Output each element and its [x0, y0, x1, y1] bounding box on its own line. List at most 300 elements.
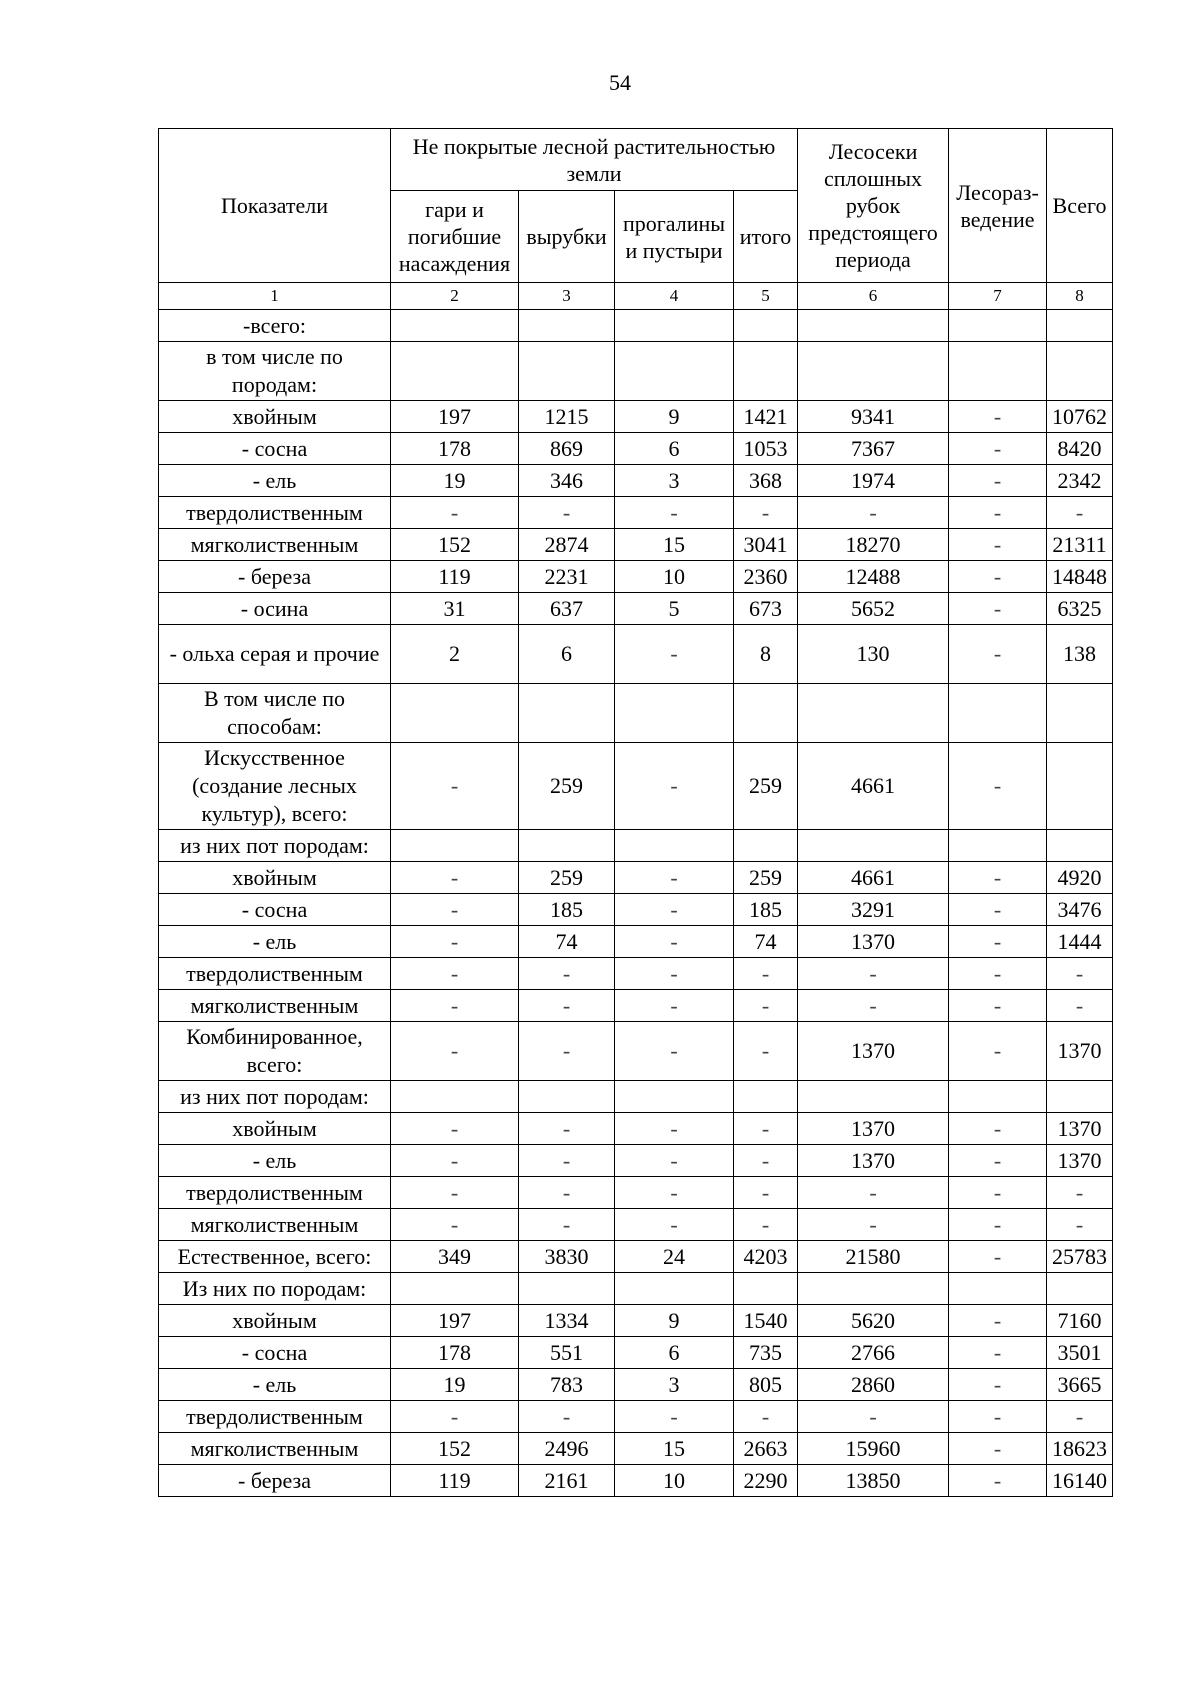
table-cell: - [949, 926, 1047, 958]
column-number: 6 [798, 283, 949, 310]
table-cell [734, 310, 798, 342]
row-label: - осина [159, 593, 391, 625]
row-label: Искусственное (создание лесных культур), всего: [159, 743, 391, 830]
row-label: - сосна [159, 1337, 391, 1369]
table-cell: - [1047, 990, 1113, 1022]
header-burnt: гари и погибшие насаждения [391, 191, 519, 283]
table-cell: 18270 [798, 529, 949, 561]
header-glades: прогалины и пустыри [615, 191, 734, 283]
table-row [159, 894, 1113, 926]
table-cell: 3 [615, 1369, 734, 1401]
table-row [159, 1177, 1113, 1209]
table-cell [615, 1081, 734, 1113]
table-cell: - [949, 862, 1047, 894]
table-cell: 4920 [1047, 862, 1113, 894]
table-cell: - [1047, 1177, 1113, 1209]
table-row [159, 433, 1113, 465]
table-cell [798, 342, 949, 401]
table-cell: - [519, 990, 615, 1022]
table-cell: - [949, 401, 1047, 433]
row-label: твердолиственным [159, 497, 391, 529]
table-cell: 6 [615, 1337, 734, 1369]
table-cell: - [798, 958, 949, 990]
row-label: твердолиственным [159, 1401, 391, 1433]
table-cell: 637 [519, 593, 615, 625]
table-cell [949, 684, 1047, 743]
table-cell: - [949, 958, 1047, 990]
table-cell: - [519, 1145, 615, 1177]
header-total: Всего [1047, 129, 1113, 283]
table-cell: - [798, 1209, 949, 1241]
column-number: 3 [519, 283, 615, 310]
row-label: твердолиственным [159, 958, 391, 990]
table-cell: - [391, 743, 519, 830]
table-row [159, 561, 1113, 593]
table-cell: - [615, 743, 734, 830]
table-cell: - [734, 1145, 798, 1177]
table-cell: - [949, 1465, 1047, 1497]
row-label: - ель [159, 465, 391, 497]
table-cell: 15 [615, 529, 734, 561]
table-cell [734, 342, 798, 401]
table-cell [519, 342, 615, 401]
table-cell: 10762 [1047, 401, 1113, 433]
header-uncovered-group: Не покрытые лесной растительностью земли [391, 129, 798, 191]
table-cell: 5620 [798, 1305, 949, 1337]
table-cell: 2 [391, 625, 519, 684]
table-cell: - [615, 497, 734, 529]
table-cell: 9 [615, 1305, 734, 1337]
table-cell: - [734, 1177, 798, 1209]
table-cell: 1370 [1047, 1113, 1113, 1145]
table-cell: 2860 [798, 1369, 949, 1401]
table-cell: - [391, 497, 519, 529]
row-label: - сосна [159, 433, 391, 465]
row-label: Естественное, всего: [159, 1241, 391, 1273]
table-cell: 130 [798, 625, 949, 684]
table-cell [391, 684, 519, 743]
table-cell: 346 [519, 465, 615, 497]
column-number-row [159, 283, 1113, 310]
table-cell: 185 [734, 894, 798, 926]
row-label: в том числе по породам: [159, 342, 391, 401]
table-cell: 1370 [798, 1113, 949, 1145]
table-cell: - [949, 743, 1047, 830]
row-label: Комбинированное, всего: [159, 1022, 391, 1081]
table-cell: 259 [734, 862, 798, 894]
table-cell: - [615, 894, 734, 926]
table-cell: 74 [519, 926, 615, 958]
table-row [159, 1241, 1113, 1273]
table-cell: 1370 [1047, 1145, 1113, 1177]
table-cell: - [615, 1209, 734, 1241]
table-cell: 1215 [519, 401, 615, 433]
table-cell: - [949, 561, 1047, 593]
table-cell [1047, 1273, 1113, 1305]
table-cell: 2663 [734, 1433, 798, 1465]
table-cell: 1370 [798, 1145, 949, 1177]
table-row [159, 1145, 1113, 1177]
table-row [159, 401, 1113, 433]
table-cell: - [798, 497, 949, 529]
table-row [159, 1022, 1113, 1081]
table-cell: 2342 [1047, 465, 1113, 497]
table-cell: - [615, 1177, 734, 1209]
row-label: - береза [159, 1465, 391, 1497]
row-label: В том числе по способам: [159, 684, 391, 743]
table-row [159, 1113, 1113, 1145]
table-cell: 735 [734, 1337, 798, 1369]
table-cell [391, 830, 519, 862]
table-cell: - [734, 958, 798, 990]
table-cell: - [734, 990, 798, 1022]
table-cell [949, 342, 1047, 401]
column-number: 5 [734, 283, 798, 310]
table-cell: - [949, 1305, 1047, 1337]
table-cell: 551 [519, 1337, 615, 1369]
table-cell [734, 1273, 798, 1305]
table-cell: 178 [391, 433, 519, 465]
table-cell: 4661 [798, 743, 949, 830]
table-cell [519, 684, 615, 743]
table-row [159, 990, 1113, 1022]
row-label: мягколиственным [159, 1209, 391, 1241]
table-cell: 4203 [734, 1241, 798, 1273]
table-cell: 5 [615, 593, 734, 625]
table-cell: - [391, 990, 519, 1022]
table-cell: - [615, 1145, 734, 1177]
table-cell: - [949, 433, 1047, 465]
table-cell: - [391, 1113, 519, 1145]
table-cell: - [1047, 497, 1113, 529]
table-cell: - [615, 926, 734, 958]
table-cell: 9341 [798, 401, 949, 433]
column-number: 7 [949, 283, 1047, 310]
table-cell: - [949, 1241, 1047, 1273]
table-cell [615, 684, 734, 743]
row-label: - ольха серая и прочие [159, 625, 391, 684]
table-cell: 3501 [1047, 1337, 1113, 1369]
table-cell: 2496 [519, 1433, 615, 1465]
table-row [159, 1081, 1113, 1113]
table-cell: 185 [519, 894, 615, 926]
table-row [159, 862, 1113, 894]
table-row [159, 1433, 1113, 1465]
table-cell: 3665 [1047, 1369, 1113, 1401]
table-cell: - [615, 1401, 734, 1433]
table-row [159, 830, 1113, 862]
table-cell: 2874 [519, 529, 615, 561]
table-cell: 5652 [798, 593, 949, 625]
table-cell: - [519, 1209, 615, 1241]
table-cell: 259 [519, 743, 615, 830]
table-cell: 15 [615, 1433, 734, 1465]
table-cell: 3830 [519, 1241, 615, 1273]
table-cell: 16140 [1047, 1465, 1113, 1497]
header-cuttings: вырубки [519, 191, 615, 283]
table-cell: - [1047, 958, 1113, 990]
table-cell: 31 [391, 593, 519, 625]
table-row [159, 529, 1113, 561]
row-label: Из них по породам: [159, 1273, 391, 1305]
table-cell: 6 [519, 625, 615, 684]
table-row [159, 1273, 1113, 1305]
table-cell: - [949, 1022, 1047, 1081]
table-cell: 259 [519, 862, 615, 894]
table-cell: 21580 [798, 1241, 949, 1273]
table-cell: - [391, 1022, 519, 1081]
table-row [159, 926, 1113, 958]
table-header [159, 129, 1113, 310]
table-cell: - [391, 1401, 519, 1433]
row-label: мягколиственным [159, 529, 391, 561]
table-cell [615, 342, 734, 401]
header-subtotal: итого [734, 191, 798, 283]
table-cell: - [391, 1177, 519, 1209]
table-cell: 1444 [1047, 926, 1113, 958]
table-cell: - [949, 1337, 1047, 1369]
forest-data-table [158, 128, 1113, 1497]
table-cell: - [1047, 1401, 1113, 1433]
table-cell: - [519, 1113, 615, 1145]
table-cell: 12488 [798, 561, 949, 593]
table-cell [391, 310, 519, 342]
table-cell: 783 [519, 1369, 615, 1401]
table-cell: - [615, 958, 734, 990]
table-cell: - [734, 1209, 798, 1241]
table-cell: 7160 [1047, 1305, 1113, 1337]
table-cell: 2766 [798, 1337, 949, 1369]
table-cell: - [949, 1209, 1047, 1241]
table-cell: - [734, 1401, 798, 1433]
row-label: хвойным [159, 401, 391, 433]
table-cell [949, 830, 1047, 862]
table-cell [519, 1081, 615, 1113]
table-row [159, 958, 1113, 990]
table-cell [798, 1273, 949, 1305]
table-row [159, 1465, 1113, 1497]
table-cell: - [798, 990, 949, 1022]
page-number: 54 [609, 70, 631, 95]
table-row [159, 684, 1113, 743]
table-cell: - [519, 1401, 615, 1433]
table-cell: 1421 [734, 401, 798, 433]
table-cell: 152 [391, 529, 519, 561]
header-reforestation: Лесораз-ведение [949, 129, 1047, 283]
table-cell: 1370 [798, 1022, 949, 1081]
table-cell: 74 [734, 926, 798, 958]
table-cell: 119 [391, 1465, 519, 1497]
table-cell: - [391, 958, 519, 990]
table-cell: - [519, 958, 615, 990]
table-cell [1047, 342, 1113, 401]
table-cell: 6 [615, 433, 734, 465]
table-cell: 197 [391, 1305, 519, 1337]
table-cell: 3 [615, 465, 734, 497]
table-row [159, 1305, 1113, 1337]
table-cell: - [949, 1113, 1047, 1145]
table-row [159, 497, 1113, 529]
table-cell: 18623 [1047, 1433, 1113, 1465]
table-cell: 15960 [798, 1433, 949, 1465]
table-cell: - [391, 894, 519, 926]
table-cell: - [615, 1113, 734, 1145]
table-cell: - [519, 497, 615, 529]
table-cell [519, 1273, 615, 1305]
table-cell: - [391, 926, 519, 958]
table-row [159, 1401, 1113, 1433]
table-cell: - [949, 465, 1047, 497]
table-cell: - [949, 1145, 1047, 1177]
row-label: -всего: [159, 310, 391, 342]
table-cell: 119 [391, 561, 519, 593]
table-cell: - [949, 894, 1047, 926]
table-cell: - [798, 1401, 949, 1433]
table-cell: 178 [391, 1337, 519, 1369]
row-label: мягколиственным [159, 990, 391, 1022]
column-number: 4 [615, 283, 734, 310]
table-cell [391, 1081, 519, 1113]
table-cell: 673 [734, 593, 798, 625]
row-label: твердолиственным [159, 1177, 391, 1209]
table-cell: 349 [391, 1241, 519, 1273]
table-cell: 1540 [734, 1305, 798, 1337]
table-cell: - [734, 497, 798, 529]
table-row [159, 1369, 1113, 1401]
table-cell: - [615, 625, 734, 684]
table-cell: - [949, 497, 1047, 529]
table-row [159, 310, 1113, 342]
table-cell: - [615, 862, 734, 894]
table-cell: 3291 [798, 894, 949, 926]
table-cell: 10 [615, 1465, 734, 1497]
row-label: - ель [159, 1145, 391, 1177]
table-cell [519, 830, 615, 862]
table-cell: - [798, 1177, 949, 1209]
table-cell [615, 310, 734, 342]
table-row [159, 342, 1113, 401]
table-cell: - [391, 1209, 519, 1241]
table-cell: - [734, 1022, 798, 1081]
table-cell [391, 342, 519, 401]
row-label: хвойным [159, 1113, 391, 1145]
table-cell: 2231 [519, 561, 615, 593]
table-cell: 6325 [1047, 593, 1113, 625]
table-cell: 1370 [798, 926, 949, 958]
table-cell [1047, 1081, 1113, 1113]
table-cell [798, 310, 949, 342]
table-cell: - [615, 1022, 734, 1081]
table-cell: - [949, 990, 1047, 1022]
table-cell: 14848 [1047, 561, 1113, 593]
table-cell: - [949, 1401, 1047, 1433]
table-cell: 19 [391, 1369, 519, 1401]
table-row [159, 743, 1113, 830]
table-cell: 2290 [734, 1465, 798, 1497]
table-cell: - [949, 1369, 1047, 1401]
table-cell [734, 684, 798, 743]
table-cell: 368 [734, 465, 798, 497]
table-cell: 259 [734, 743, 798, 830]
table-cell: 8 [734, 625, 798, 684]
header-clearcut: Лесосеки сплошных рубок предстоящего периода [798, 129, 949, 283]
table-cell: - [734, 1113, 798, 1145]
table-cell: - [519, 1177, 615, 1209]
table-cell [798, 830, 949, 862]
table-cell [615, 830, 734, 862]
table-cell [949, 1273, 1047, 1305]
table-cell: - [519, 1022, 615, 1081]
table-cell: 24 [615, 1241, 734, 1273]
table-cell: 9 [615, 401, 734, 433]
row-label: из них пот породам: [159, 1081, 391, 1113]
column-number: 2 [391, 283, 519, 310]
table-cell: 1053 [734, 433, 798, 465]
table-cell: 7367 [798, 433, 949, 465]
table-cell [391, 1273, 519, 1305]
table-cell [1047, 310, 1113, 342]
table-cell: 3476 [1047, 894, 1113, 926]
column-number: 8 [1047, 283, 1113, 310]
table-cell [734, 1081, 798, 1113]
table-cell: 197 [391, 401, 519, 433]
row-label: из них пот породам: [159, 830, 391, 862]
row-label: мягколиственным [159, 1433, 391, 1465]
table-cell: 1974 [798, 465, 949, 497]
table-cell: 8420 [1047, 433, 1113, 465]
table-cell [949, 1081, 1047, 1113]
table-cell [1047, 830, 1113, 862]
table-cell [519, 310, 615, 342]
header-indicator: Показатели [159, 129, 391, 283]
table-cell: 21311 [1047, 529, 1113, 561]
table-cell: 13850 [798, 1465, 949, 1497]
table-cell: - [949, 1433, 1047, 1465]
table-row [159, 593, 1113, 625]
table-cell [1047, 684, 1113, 743]
table-body [159, 310, 1113, 1497]
table-row [159, 1337, 1113, 1369]
table-cell [949, 310, 1047, 342]
table-cell [1047, 743, 1113, 830]
row-label: - сосна [159, 894, 391, 926]
table-cell: 4661 [798, 862, 949, 894]
column-number: 1 [159, 283, 391, 310]
table-cell: 3041 [734, 529, 798, 561]
table-cell: 10 [615, 561, 734, 593]
table-cell: - [949, 529, 1047, 561]
table-row [159, 625, 1113, 684]
table-cell: 25783 [1047, 1241, 1113, 1273]
table-cell: 2360 [734, 561, 798, 593]
table-cell [798, 684, 949, 743]
table-cell: 805 [734, 1369, 798, 1401]
table-cell: - [949, 1177, 1047, 1209]
table-cell: 1370 [1047, 1022, 1113, 1081]
table-cell: 19 [391, 465, 519, 497]
table-row [159, 1209, 1113, 1241]
table-cell: 138 [1047, 625, 1113, 684]
table-cell: - [1047, 1209, 1113, 1241]
table-cell: - [949, 593, 1047, 625]
table-cell [734, 830, 798, 862]
table-cell: - [391, 1145, 519, 1177]
table-cell: - [615, 990, 734, 1022]
table-cell [798, 1081, 949, 1113]
table-cell: - [391, 862, 519, 894]
row-label: хвойным [159, 1305, 391, 1337]
table-row [159, 465, 1113, 497]
